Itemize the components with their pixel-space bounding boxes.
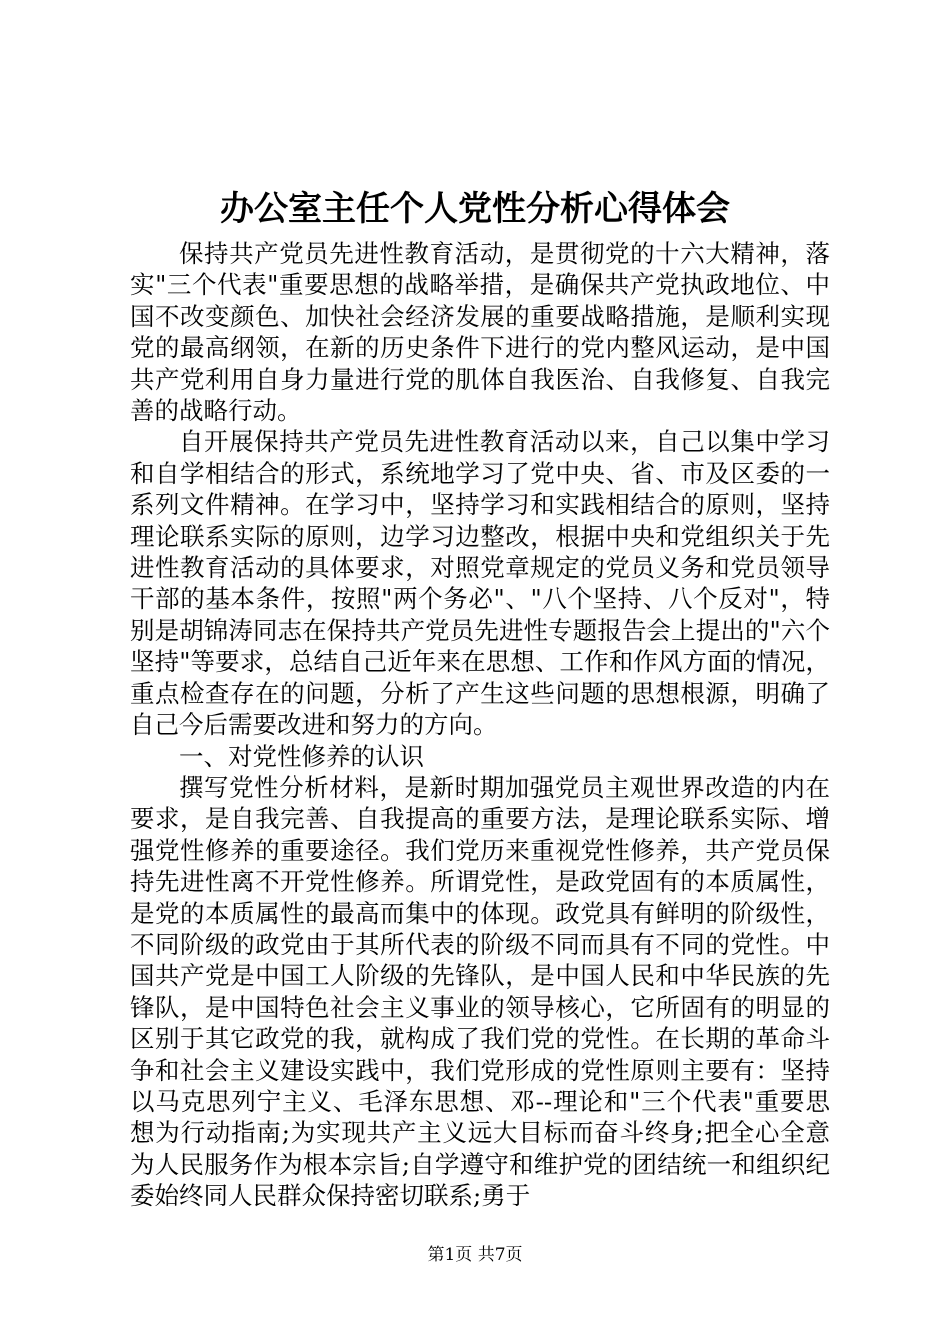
document-title: 办公室主任个人党性分析心得体会 [220, 189, 730, 229]
page-number-footer: 第1页 共7页 [427, 1245, 523, 1265]
section-heading-party-spirit: 一、对党性修养的认识 [179, 741, 424, 771]
paragraph-study: 自开展保持共产党员先进性教育活动以来，自己以集中学习和自学相结合的形式，系统地学习了党中央、省、市及区委的一系列文件精神。在学习中，坚持学习和实践相结合的原则，坚持理论联系实际的原则，边学习边整改，根据中央和党组织关于先进性教育活动的具体要求，对照党章规定的党员义务和党员领导干部的基本条件，按照"两个务必"、"八个坚持、八个反对"，特别是胡锦涛同志在保持共产党员先进性专题报告会上提出的"六个坚持"等要求，总结自己近年来在思想、工作和作风方面的情况，重点检查存在的问题，分析了产生这些问题的思想根源，明确了自己今后需要改进和努力的方向。 [130, 427, 830, 740]
document-body [130, 238, 830, 1212]
paragraph-party-spirit: 撰写党性分析材料，是新时期加强党员主观世界改造的内在要求，是自我完善、自我提高的重要方法，是理论联系实际、增强党性修养的重要途径。我们党历来重视党性修养，共产党员保持先进性离不开党性修养。所谓党性，是政党固有的本质属性，是党的本质属性的最高而集中的体现。政党具有鲜明的阶级性，不同阶级的政党由于其所代表的阶级不同而具有不同的党性。中国共产党是中国工人阶级的先锋队，是中国人民和中华民族的先锋队，是中国特色社会主义事业的领导核心，它所固有的明显的区别于其它政党的我，就构成了我们党的党性。在长期的革命斗争和社会主义建设实践中，我们党形成的党性原则主要有：坚持以马克思列宁主义、毛泽东思想、邓--理论和"三个代表"重要思想为行动指南;为实现共产主义远大目标而奋斗终身;把全心全意为人民服务作为根本宗旨;自学遵守和维护党的团结统一和组织纪委始终同人民群众保持密切联系;勇于 [130, 772, 830, 1211]
paragraph-intro: 保持共产党员先进性教育活动，是贯彻党的十六大精神，落实"三个代表"重要思想的战略举措，是确保共产党执政地位、中国不改变颜色、加快社会经济发展的重要战略措施，是顺利实现党的最高纲领，在新的历史条件下进行的党内整风运动，是中国共产党利用自身力量进行党的肌体自我医治、自我修复、自我完善的战略行动。 [130, 239, 830, 426]
